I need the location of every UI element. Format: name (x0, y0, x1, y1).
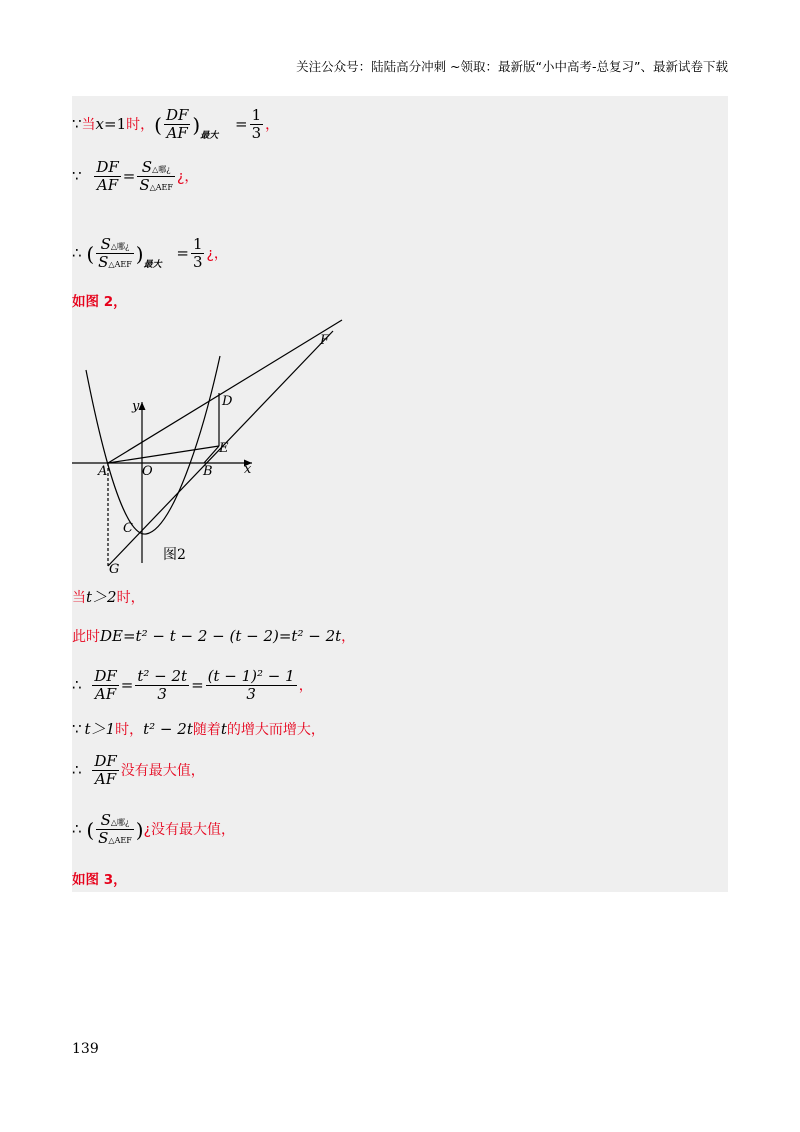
line-3: ∴ ( $\frac{\text{S△哪¿}}{\text{S△AEF}}$ )$_{最大}$ = $\frac{1}{3}$ ¿， (72, 235, 228, 272)
y-axis-arrow (139, 402, 146, 410)
label-f: F (320, 333, 330, 348)
line-9: ∴ $\frac{DF}{AF}$ 没有最大值， (72, 752, 205, 789)
fraction-one-third: $\frac{1}{3}$ (192, 235, 203, 272)
therefore-symbol: ∴ (72, 819, 82, 838)
fraction-t-expression: $\frac{\text{t² − 2t}}{3}$ (137, 667, 188, 704)
because-symbol: ∵ (72, 720, 82, 738)
label-b: B (203, 464, 213, 479)
label-g: G (109, 562, 120, 577)
max-subscript: 最大 (143, 259, 162, 270)
label-x: x (244, 462, 252, 477)
fraction-t-completed-square: $\frac{\text{(t − 1)² − 1}}{3}$ (207, 667, 295, 704)
therefore-symbol: ∵ (72, 114, 82, 133)
figure-3-intro: 如图 3， (72, 872, 127, 888)
variable-x: x (95, 114, 105, 133)
fraction-df-af: $\frac{DF}{AF}$ (94, 752, 117, 789)
because-symbol: ∵ (72, 166, 82, 185)
therefore-symbol: ∴ (72, 675, 82, 694)
line-10: ∴ ( $\frac{\text{S△哪¿}}{\text{S△AEF}}$ )¿没有最大值， (72, 811, 235, 848)
line-7: ∴ $\frac{DF}{AF}$ = $\frac{\text{t² − 2t}}{3}$ = $\frac{\text{(t − 1)² − 1}}{3}$ ， (72, 667, 313, 704)
therefore-symbol: ∴ (72, 243, 82, 262)
figure-2-intro: 如图 2， (72, 294, 127, 310)
label-d: D (222, 394, 233, 409)
line-2: ∵ $\frac{DF}{AF}$ = $\frac{\text{S△哪¿}}{\text{S△AEF}}$ ¿， (72, 158, 199, 195)
figure-caption: 图2 (163, 547, 186, 563)
line-6: 此时DE=t² − t − 2 − (t − 2)=t² − 2t， (72, 627, 356, 645)
page-number: 139 (72, 1041, 99, 1057)
fraction-one-third: $\frac{1}{3}$ (251, 106, 262, 143)
segment-ae (108, 446, 219, 463)
label-c: C (123, 521, 133, 536)
solution-content (72, 96, 728, 892)
page-header: 关注公众号：陆陆高分冲刺 ~领取：最新版“小中高考-总复习”、最新试卷下载 (296, 59, 728, 74)
line-8: ∵ t＞1时，t² − 2t随着t的增大而增大， (72, 720, 325, 738)
fraction-area-ratio: $\frac{\text{S△哪¿}}{\text{S△AEF}}$ (98, 235, 132, 272)
max-subscript: 最大 (200, 130, 219, 141)
fraction-df-af: $\frac{DF}{AF}$ (94, 667, 117, 704)
label-o: O (142, 464, 153, 479)
fraction-df-af: $\frac{DF}{AF}$ (96, 158, 119, 195)
line-5: 当t＞2时， (72, 588, 145, 606)
fraction-area-ratio: $\frac{\text{S△哪¿}}{\text{S△AEF}}$ (139, 158, 173, 195)
fraction-df-af: $\frac{DF}{AF}$ (165, 106, 189, 143)
label-e: E (219, 441, 229, 456)
fraction-area-ratio: $\frac{\text{S△哪¿}}{\text{S△AEF}}$ (98, 811, 132, 848)
line-1: ∵当x=1时，( $\frac{DF}{AF}$ )$_{最大}$ = $\frac{1}{3}$ ， (72, 106, 280, 143)
label-a: A (98, 464, 108, 479)
figure-2-diagram (72, 318, 372, 580)
parabola-curve (86, 356, 220, 534)
label-y: y (132, 399, 140, 414)
therefore-symbol: ∴ (72, 760, 82, 779)
